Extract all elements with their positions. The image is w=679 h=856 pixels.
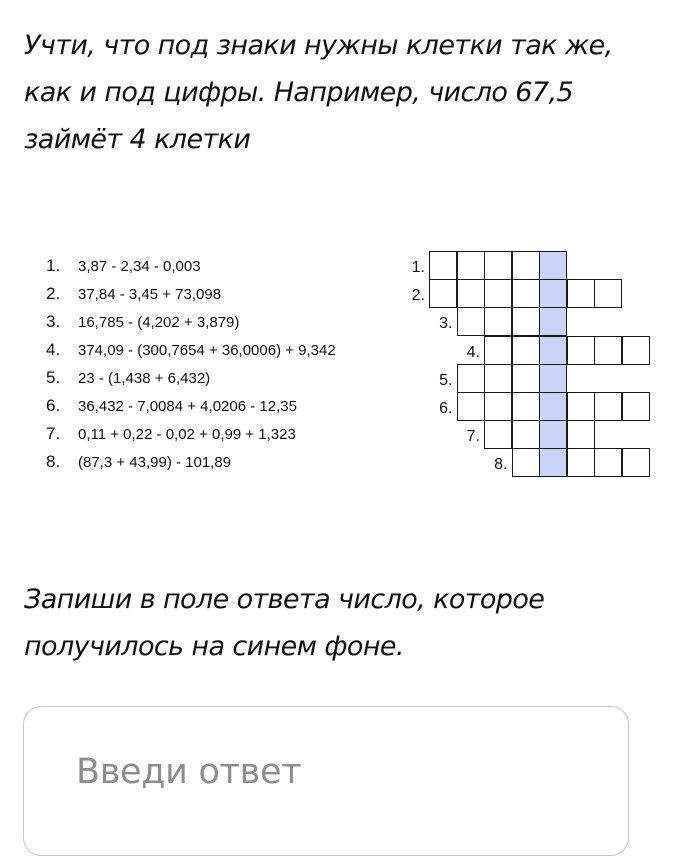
- task-expression: 37,84 - 3,45 + 73,098: [78, 285, 222, 303]
- crossword-row-label: 3.: [439, 315, 453, 333]
- crossword-row-label: 8.: [494, 456, 508, 474]
- task-number: 1.: [46, 256, 61, 275]
- task-number: 2.: [46, 284, 61, 303]
- task-item: [46, 364, 336, 392]
- crossword-cell: [567, 420, 595, 449]
- crossword-cell: [484, 364, 512, 393]
- answer-placeholder: Введи ответ: [76, 752, 302, 792]
- crossword-cell: [512, 420, 540, 449]
- task-item: [46, 392, 336, 420]
- task-expression: 0,11 + 0,22 - 0,02 + 0,99 + 1,323: [78, 425, 296, 443]
- answer-input[interactable]: [23, 706, 629, 856]
- crossword-cell: [457, 364, 485, 393]
- crossword-cell: [567, 279, 595, 308]
- crossword-row-label: 4.: [466, 343, 480, 361]
- crossword-cell: [512, 279, 540, 308]
- crossword-cell: [594, 336, 622, 365]
- crossword-row-label: 7.: [466, 428, 480, 446]
- crossword-cell: [484, 420, 512, 449]
- crossword-cell: [622, 336, 650, 365]
- task-item: [46, 336, 336, 364]
- crossword-cell: [484, 307, 512, 336]
- crossword-cell-highlighted: [539, 420, 567, 449]
- task-number: 5.: [46, 368, 61, 387]
- task-number: 7.: [46, 424, 61, 443]
- task-item: [46, 448, 336, 476]
- crossword-cell: [484, 279, 512, 308]
- crossword-cell-highlighted: [539, 307, 567, 336]
- crossword-cell: [594, 279, 622, 308]
- crossword-cell: [484, 392, 512, 421]
- task-expression: 3,87 - 2,34 - 0,003: [78, 257, 201, 275]
- crossword-cell: [512, 392, 540, 421]
- crossword-cell: [622, 448, 650, 477]
- crossword-cell: [512, 251, 540, 280]
- crossword-cell-highlighted: [539, 251, 567, 280]
- crossword-cell: [594, 448, 622, 477]
- crossword-cell: [512, 448, 540, 477]
- task-number: 3.: [46, 312, 61, 331]
- task-expression: 36,432 - 7,0084 + 4,0206 - 12,35: [78, 397, 297, 415]
- crossword-row-label: 6.: [439, 400, 453, 417]
- crossword-cell-highlighted: [539, 279, 567, 308]
- crossword-row-label: 5.: [439, 371, 453, 389]
- crossword-row-label: 2.: [411, 287, 425, 305]
- task-expression: 16,785 - (4,202 + 3,879): [78, 313, 240, 331]
- instruction-text: Учти, что под знаки нужны клетки так же, как и под цифры. Например, число 67,5 займёт 4 клетки: [24, 30, 613, 155]
- task-expression: 23 - (1,438 + 6,432): [78, 369, 211, 387]
- task-expression: (87,3 + 43,99) - 101,89: [78, 453, 232, 471]
- crossword-cell-highlighted: [539, 336, 567, 365]
- crossword-cell: [484, 251, 512, 280]
- prompt-text: Запиши в поле ответа число, которое получилось на синем фоне.: [24, 584, 545, 662]
- crossword-cell: [512, 307, 540, 336]
- task-number: 4.: [46, 340, 61, 359]
- crossword-cell: [429, 251, 457, 280]
- task-number: 6.: [46, 396, 61, 415]
- crossword-cell: [457, 392, 485, 421]
- crossword-cell: [567, 336, 595, 365]
- task-item: [46, 420, 336, 448]
- crossword-cell-highlighted: [539, 364, 567, 393]
- crossword-cell: [512, 336, 540, 365]
- crossword-cell: [567, 448, 595, 477]
- task-number: 8.: [46, 452, 61, 471]
- crossword-cell: [512, 364, 540, 393]
- task-item: [46, 252, 336, 280]
- crossword-cell: [567, 392, 595, 421]
- crossword-cell: [457, 251, 485, 280]
- task-item: [46, 308, 336, 336]
- task-expression: 374,09 - (300,7654 + 36,0006) + 9,342: [78, 341, 336, 359]
- crossword-cell: [484, 336, 512, 365]
- crossword-row-label: 1.: [411, 259, 425, 276]
- crossword-cell: [457, 279, 485, 308]
- task-item: [46, 280, 336, 308]
- crossword-cell: [457, 307, 485, 336]
- crossword-cell: [429, 279, 457, 308]
- crossword-cell-highlighted: [539, 448, 567, 477]
- crossword-cell: [594, 392, 622, 421]
- crossword-cell: [622, 392, 650, 421]
- task-list: [46, 252, 336, 476]
- crossword-cell-highlighted: [539, 392, 567, 421]
